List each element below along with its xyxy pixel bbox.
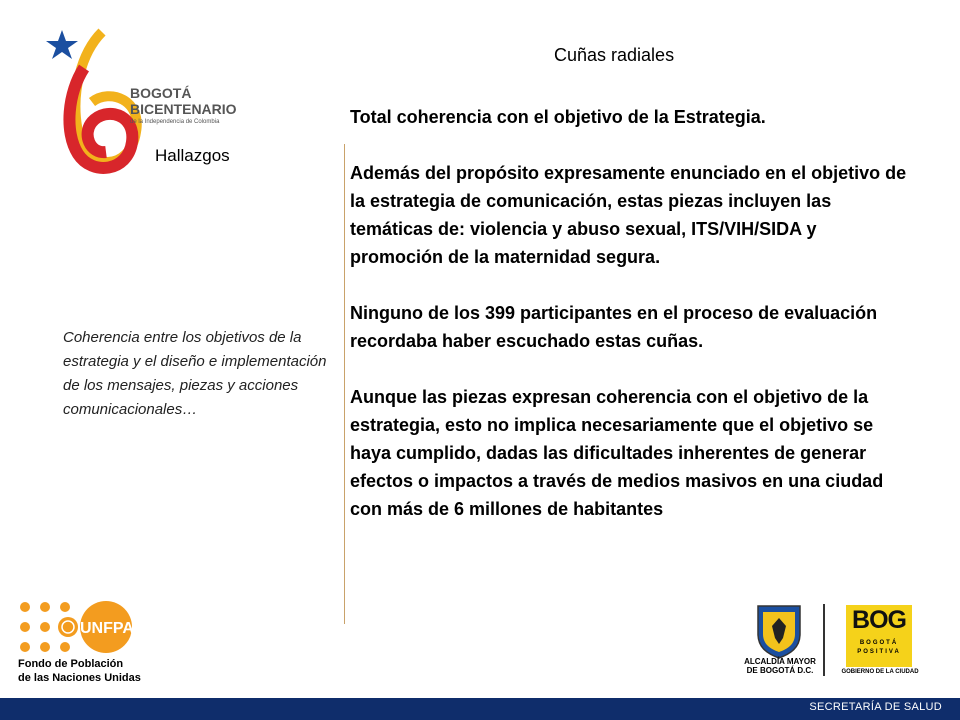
content-body bbox=[350, 103, 910, 523]
paragraph-2: Además del propósito expresamente enunciado en el objetivo de la estrategia de comunicación, estas piezas incluyen las temáticas de: violencia y abuso sexual, ITS/VIH/SIDA y promoción de la maternidad segura. bbox=[350, 163, 907, 267]
logo-text-line3: de la Independencia de Colombia bbox=[130, 119, 220, 125]
paragraph-4: Aunque las piezas expresan coherencia con el objetivo de la estrategia, esto no implica necesariamente que el objetivo se haya cumplido, dadas las dificultades inherentes de generar efectos o impactos a través de medios masivos en una ciudad con más de 6 millones de habitantes bbox=[350, 387, 884, 519]
paragraph-1: Total coherencia con el objetivo de la Estrategia. bbox=[350, 107, 766, 127]
unfpa-caption-line1: Fondo de Población bbox=[18, 658, 124, 670]
slide-title: Cuñas radiales bbox=[554, 45, 675, 65]
star-icon bbox=[46, 30, 78, 59]
bog-logo-sub1: BOGOTÁ bbox=[859, 640, 899, 646]
bog-logo-caption: GOBIERNO DE LA CIUDAD bbox=[841, 669, 919, 675]
alcaldia-line2: DE BOGOTÁ D.C. bbox=[746, 666, 814, 675]
bog-logo-text: BOG bbox=[852, 606, 906, 634]
logo-separator bbox=[823, 604, 825, 676]
left-description: Coherencia entre los objetivos de la estrategia y el diseño e implementación de los mensajes, piezas y acciones comunicacionales… bbox=[63, 329, 327, 418]
footer-label: SECRETARÍA DE SALUD bbox=[809, 701, 942, 713]
un-emblem-icon bbox=[58, 617, 78, 637]
vertical-divider bbox=[344, 144, 345, 624]
section-label: Hallazgos bbox=[155, 146, 230, 165]
logo-text-line2: BICENTENARIO bbox=[130, 101, 237, 117]
unfpa-caption-line2: de las Naciones Unidas bbox=[18, 672, 141, 684]
alcaldia-line1: ALCALDÍA MAYOR bbox=[744, 657, 816, 666]
paragraph-3: Ninguno de los 399 participantes en el proceso de evaluación recordaba haber escuchado estas cuñas. bbox=[350, 303, 878, 351]
bog-logo-sub2: POSITIVA bbox=[857, 649, 901, 655]
logo-text-line1: BOGOTÁ bbox=[130, 85, 192, 101]
unfpa-name: UNFPA bbox=[80, 620, 134, 637]
